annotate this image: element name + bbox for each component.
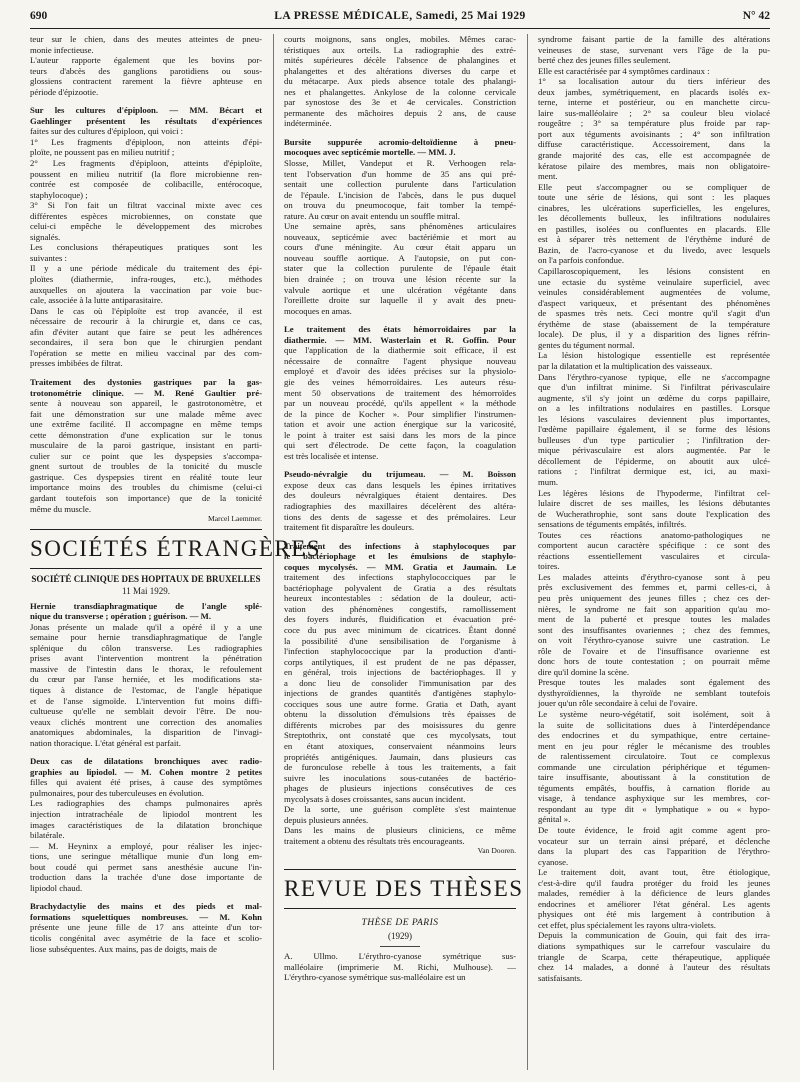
text-line: massive de l'intestin dans le thorax, le refoulement (30, 663, 262, 674)
text-line: gnent surtout de troubles de la tonicité du muscle (30, 461, 262, 472)
text-line: nécessaire de recourir à la chirurgie et, dans ce cas, (30, 316, 262, 327)
text-line: une ectasie du système veinulaire superficiel, avec (538, 276, 770, 287)
text-line: phalangettes et des altérations diverses du carpe et (284, 65, 516, 76)
text-line: cette démonstration d'une explication sur le tonus (30, 429, 262, 440)
article-bursite (284, 137, 516, 316)
text-line: depuis plusieurs années. (284, 814, 369, 825)
text-line: en général, trois injections de bactériophages. Il y (284, 667, 516, 678)
text-line: que d'un infiltrat minime. Si l'infiltrat périvasculaire (538, 382, 770, 393)
text-line: de l'épaule. L'incision de l'abcès, dans le pus duquel (284, 189, 516, 200)
text-line: trotonométrie clinique. — M. René Gaultier pré- (30, 387, 262, 398)
text-line: endocrines et améliorer l'état général. Les agents (538, 898, 770, 909)
text-line: Elle est caractérisée par 4 symptômes cardinaux : (538, 65, 710, 76)
text-line: graphies au lipiodol. — M. Cohen montre 2 petites (30, 766, 262, 777)
text-line: 2° Les fragments d'épiploon, atteints d'épiploïte, (30, 158, 262, 169)
text-line: rôle de l'ovaire et de l'insuffisance ovarienne est (538, 645, 770, 656)
text-line: port aux téguments avoisinants ; 4° son infiltration (538, 128, 770, 139)
text-line: de Wucherathrophie, sont sans doute l'explication des (538, 508, 770, 519)
text-line: 1° Les fragments d'épiploon, non atteints d'épi- (30, 136, 262, 147)
text-line: l'oreillette droite sur laquelle il y avait des pneu- (284, 295, 516, 306)
text-line: de ralentissement circulatoire. Tout ce complexus (538, 751, 770, 762)
text-line: sont des insuffisantes ovariennes ; chez des femmes, (538, 624, 770, 635)
text-line: grande majorité des cas, elle est accompagnée de (538, 150, 770, 161)
text-line: cyanose. (538, 856, 569, 867)
text-line: Les malades atteints d'érythro-cyanose sont à peu (538, 571, 770, 582)
text-line: mum. (538, 476, 559, 487)
text-line: veineuses de stase, survenant vers l'âge de la pu- (538, 44, 770, 55)
text-line: semaine pour hernie transdiaphragmatique de l'angle (30, 632, 262, 643)
text-line: cet effet, plus spécialement les rayons ultra-violets. (538, 919, 716, 930)
text-line: sente à nouveau son appareil, le gastrotonomètre, et (30, 398, 262, 409)
text-line: présente une jeune fille de 17 ans atteinte d'un tor- (30, 922, 262, 933)
text-line: l'œdème papillaire également, il se forme des lésions (538, 424, 770, 435)
text-line: ment. (538, 171, 558, 182)
text-line: chez 14 malades, a donné à l'auteur des résultats (538, 962, 770, 973)
text-line: rougeâtre ; 3° sa température plus froide par rap- (538, 118, 770, 129)
text-line: tions, une seringue métallique munie d'un long em- (30, 851, 262, 862)
text-line: stater que la collection purulente de l'épaule était (284, 263, 516, 274)
text-line: Brachydactylie des mains et des pieds et mal- (30, 901, 262, 912)
text-line: staphylocoque) ; (30, 189, 88, 200)
text-line: peu près uniquement des jeunes filles ; chez ces der- (538, 592, 770, 603)
text-line: secondaires, il sera bon que le chirurgien pendant (30, 337, 262, 348)
text-line: tions des dents de sagesse et des prémolaires. Leur (284, 511, 516, 522)
author-signature: Marcel Laemmer. (208, 514, 262, 524)
article-hernie (30, 601, 262, 749)
text-line: Le traitement des états hémorroïdaires par la (284, 324, 516, 335)
text-line: radiographies des maxillaires décelèrent des altéra- (284, 500, 516, 511)
text-line: respondant au type dit « lymphatique » ou « hypo- (538, 803, 770, 814)
text-line: mycolysats à doses croissantes, sans aucun incident. (284, 793, 466, 804)
text-line: physiques ont été mis largement à contribution à (538, 909, 770, 920)
text-line: dire qu'il domine la scène. (538, 666, 630, 677)
text-line: Sur les cultures d'épiploon. — MM. Bécart et (30, 105, 262, 116)
text-line: filles qui avaient été prises, à cause des symptômes (30, 777, 262, 788)
text-line: Le traitement doit, avant tout, être étiologique, (538, 867, 770, 878)
text-line: est très localisée et intense. (284, 450, 379, 461)
text-line: ment 50 observations de traitement des hémorroïdes (284, 387, 516, 398)
text-line: rations ; l'infiltrat dermique est, ici, au maxi- (538, 466, 770, 477)
text-line: Streptothrix, ont constaté que ces mycolysats, tout (284, 730, 516, 741)
text-line: Capillaroscopiquement, les lésions consistent en (538, 266, 770, 277)
text-line: La lésion histologique essentielle est représentée (538, 350, 770, 361)
section-heading: REVUE DES THÈSES (284, 876, 524, 902)
article-diathermie (284, 324, 516, 461)
text-line: de furonculose rebelle à tous les traitements, a fait (284, 762, 516, 773)
text-line: 3° Si l'on fait un filtrat vaccinal mixte avec ces (30, 200, 262, 211)
text-line: malléolaire (imprimerie M. Richi, Mulhouse). — (284, 961, 516, 972)
text-line: injections de grandes quantités d'antigènes staphylo- (284, 688, 516, 699)
article-gastrotonometrie (30, 377, 262, 514)
text-line: employé et d'avoir des idées précises sur la physiolo- (284, 366, 516, 377)
article-trijumeau (284, 469, 516, 532)
text-line: triangle de Scarpa, cette thérapeutique, appliquée (538, 951, 770, 962)
text-line: érythème de stase (abaissement de la température (538, 318, 770, 329)
text-line: valvule aortique et une ulcération végétante dans (284, 284, 516, 295)
text-line: ticolis congénital avec asymétrie de la face et scolio- (30, 933, 262, 944)
text-line: coce du pus avec minimum de cicatrices. Étant donné (284, 624, 516, 635)
text-line: Depuis la communication de Gouin, qui fait des irra- (538, 930, 770, 941)
text-line: en étant atoxiques, conservaient néanmoins leurs (284, 741, 516, 751)
text-line: par la dilatation et la multiplication des vaisseaux. (538, 360, 713, 371)
text-line: — M. Heyninx a employé, pour réaliser les injec- (30, 840, 262, 851)
text-line: tent l'observation d'un homme de 35 ans qui pré- (284, 168, 516, 179)
text-line: glossiens contractent rarement la fièvre aphteuse en (30, 76, 262, 87)
text-line: deux jambes, symétriquement, en placards isolés ex- (538, 86, 770, 97)
text-line: ploïtes (diathermie, infra-rouges, etc.), méthodes (30, 274, 262, 285)
text-line: Slosse, Millet, Vandeput et R. Verhoogen rela- (284, 158, 516, 169)
text-line: traitement des infections staphylococciques par le (284, 572, 516, 583)
article-erythro-cyanose (538, 34, 770, 983)
text-line: visage, à tendance asphyxique sur les membres, cor- (538, 793, 770, 804)
text-line: sentait une collection purulente dans l'articulation (284, 179, 516, 190)
text-line: prises avant l'intervention montrent la pénétration (30, 653, 262, 664)
text-line: traitement a obtenu des résultats très encourageants. (284, 835, 465, 846)
text-line: indéterminée. (284, 118, 332, 129)
text-line: culier sur ce point que les dyspepsies s'accompa- (30, 450, 262, 461)
article-staphylocoques (284, 541, 516, 847)
text-line: une extrême facilité. Il accompagne en même temps (30, 419, 262, 430)
text-line: Presque toutes les malades sont également des (538, 677, 770, 688)
text-line: différents microbes par des moisissures du genre (284, 719, 516, 730)
text-line: ment en jeu pour régler le mécanisme des troubles (538, 740, 770, 751)
text-line: Jonas présente un malade qu'il a opéré il y a une (30, 621, 262, 632)
text-line: téguments empâtés, bouffis, à carnation floride au (538, 782, 770, 793)
text-line: mique périvasculaire est alors augmentée. Par le (538, 445, 770, 456)
text-line: bulleuses d'un type particulier ; l'infiltration der- (538, 434, 770, 445)
text-line: anatomiques abdominales, la disparition de l'invagi- (30, 727, 262, 738)
text-line: est à séparer très nettement de l'érythème induré de (538, 234, 770, 245)
text-line: obtenu la dissolution d'émulsions très épaisses de (284, 709, 516, 720)
text-line: dysthyroïdiennes, la thyroïde ne semblant toutefois (538, 687, 770, 698)
text-line: Dans l'érythro-cyanose typique, elle ne s'accompagne (538, 371, 770, 382)
text-line: pulmonaires, pour des tuberculeuses en évolution. (30, 787, 204, 798)
section-rule (284, 869, 516, 870)
text-line: lipiodol chaud. (30, 882, 83, 893)
text-line: Les conclusions thérapeutiques pratiques sont les (30, 242, 262, 253)
text-line: cultueuse qu'elle ne semblait devoir l'être. De nou- (30, 706, 262, 717)
text-line: cinabres, les ulcérations superficielles, les engelures, (538, 202, 770, 213)
text-line: Traitement des infections à staphylocoques par (284, 540, 516, 551)
text-line: musculaire de la paroi gastrique, insistant en parti- (30, 440, 262, 451)
text-line: afin d'éviter autant que faire se peut les adhérences (30, 326, 262, 337)
column-divider (527, 34, 528, 1070)
text-line: expose deux cas dans lesquels les épines irritatives (284, 479, 516, 490)
text-line: gie des veines hémorroïdaires. Les auteurs résu- (284, 376, 516, 387)
text-line: signalés. (30, 231, 61, 242)
text-line: toute une série de lésions, qui sont : les plaques (538, 192, 770, 203)
text-line: de la pince de Kocher ». Pour simplifier l'instrumen- (284, 408, 516, 419)
text-line: du métacarpe. Aux pieds absence totale des phalangi- (284, 76, 516, 87)
text-line: réactions essentiellement vasculaires et circula- (538, 550, 770, 561)
text-line: ploïte, ne poussent pas en milieu nutritif ; (30, 147, 175, 158)
text-line: L'auteur rapporte également que les bovins por- (30, 55, 262, 66)
text-line: celui-ci empêche le développement des microbes (30, 221, 262, 232)
text-line: lulaire discret de ses mailles, les lésions débutantes (538, 498, 770, 509)
text-line: sensations de téguments empâtés, infiltrés. (538, 519, 687, 530)
text-line: par synostose des 3e et 4e cervicales. Constriction (284, 97, 516, 108)
column-2 (284, 34, 524, 983)
header-rule (30, 28, 770, 29)
text-line: et de l'anse sigmoïde. L'intervention fut moins diffi- (30, 695, 262, 706)
text-line: donc hors de toute contestation ; on pourrait même (538, 656, 770, 667)
text-line: nécessaire de connaître l'agent physique nouveau (284, 355, 516, 366)
paragraph-block (30, 34, 262, 97)
text-line: liose subséquentes. Aux mains, pas de doigts, mais de (30, 943, 218, 954)
section-heading: SOCIÉTÉS ÉTRANGÈRES (30, 535, 322, 561)
text-line: bout coudé qui permet sans anesthésie aucune l'in- (30, 861, 262, 872)
text-line: gentes du tégument normal. (538, 339, 635, 350)
these-heading: THÈSE DE PARIS (361, 918, 439, 929)
text-line: cale, associée à la lutte antiparasitaire. (30, 295, 163, 306)
text-line: faites sur des cultures d'épiploon, qui voici : (30, 126, 184, 137)
text-line: Pseudo-névralgie du trijumeau. — M. Boisson (284, 469, 516, 480)
text-line: bilatérale. (30, 830, 65, 841)
text-line: on voit l'érythro-cyanose suivre une castration. Le (538, 635, 770, 646)
text-line: importance moins des troubles du chimisme (celui-ci (30, 482, 262, 493)
text-line: le point à traiter est saisi dans les mors de la pince (284, 429, 516, 440)
text-line: coques mycolysés. — MM. Gratia et Jaumain. Le (284, 561, 516, 572)
text-line: locale). De plus, il y a disparition des lignes réfrin- (538, 329, 770, 340)
text-line: période d'épizootie. (30, 86, 99, 97)
text-line: nières, le syndrome ne fait son apparition qu'au mo- (538, 603, 770, 614)
text-line: on trouva du pneumocoque, fait tomber la tempé- (284, 200, 516, 211)
column-3 (538, 34, 770, 983)
issue-number: N° 42 (742, 10, 770, 22)
text-line: Le système neuro-végétatif, soit isolément, soit à (538, 709, 770, 719)
text-line: teurs d'abcès des ganglions parotidiens ou sous- (30, 65, 262, 76)
text-line: L'érythro-cyanose symétrique sus-malléolaire est un (284, 972, 466, 983)
text-line: l'infection staphylococcique par la production d'anti- (284, 646, 516, 657)
text-line: dans la plupart des cas l'apparition de l'érythro- (538, 846, 770, 857)
text-line: terne, interne et postérieur, ou en manchette circu- (538, 97, 770, 108)
section-rule (30, 529, 262, 530)
text-line: troduction dans la trachée d'une dose importante de (30, 872, 262, 883)
text-line: même du muscle. (30, 503, 92, 514)
text-line: le bactériophage et les émulsions de staphylo- (284, 551, 516, 562)
text-line: Dans le cas où l'épiploïte est trop avancée, il est (30, 305, 262, 316)
short-rule (380, 946, 420, 947)
text-line: Gaehlinger présentent les résultats d'expériences (30, 115, 262, 126)
text-line: diffuse caractéristique. Accessoirement, dans la (538, 139, 770, 150)
text-line: laire sus-malléolaire ; 2° sa couleur bleu violacé (538, 107, 770, 118)
page-number: 690 (30, 10, 48, 22)
text-line: teur sur le chien, dans des meutes atteintes de pneu- (30, 34, 262, 44)
text-line: images caractéristiques de la dilatation bronchique (30, 819, 262, 830)
text-line: nouveaux, septicémie avec bactériémie et mort au (284, 231, 516, 242)
text-line: bien drainée ; on trouva une lésion récente sur la (284, 274, 516, 285)
text-line: Une semaine après, sans phénomènes articulaires (284, 221, 516, 232)
text-line: commande une circulation périphérique et tégumen- (538, 761, 770, 772)
text-line: toires. (538, 561, 560, 572)
text-line: nation thoracique. L'état général est parfait. (30, 737, 181, 748)
text-line: rature. Au cœur on avait entendu un souffle mitral. (284, 210, 460, 221)
text-line: différentes espèces microbiennes, on constate que (30, 210, 262, 221)
text-line: a donc lieu de consolider l'immunisation par des (284, 677, 516, 688)
article-ullmo (284, 951, 516, 983)
text-line: la suite de sollicitations dues à l'interdépendance (538, 719, 770, 730)
journal-title: LA PRESSE MÉDICALE, Samedi, 25 Mai 1929 (274, 10, 526, 22)
text-line: près exclusivement des femmes et, parmi celles-ci, à (538, 582, 770, 593)
text-line: A. Ullmo. L'érythro-cyanose symétrique sus- (284, 951, 516, 962)
text-line: presses imbibées de filtrat. (30, 358, 123, 369)
text-line: Il y a une période médicale du traitement des épi- (30, 263, 262, 274)
text-line: veinules considérablement augmentées de volume, (538, 287, 770, 298)
text-line: contrée est composée de colibacille, entérocoque, (30, 179, 262, 190)
text-line: poussent en milieu nutritif (la flore microbienne ren- (30, 168, 262, 179)
text-line: tation et avoir une action énergique sur la varicosité, (284, 419, 516, 430)
text-line: Bursite suppurée acromio-deltoïdienne à pneu- (284, 136, 516, 147)
text-line: satisfaisants. (538, 972, 583, 983)
text-line: auxquelles on ajoutera la vaccination par voie buc- (30, 284, 262, 295)
session-date: 11 Mai 1929. (122, 585, 170, 596)
text-line: augmente, s'il s'y joint un œdème du corps papillaire, (538, 392, 770, 403)
text-line: monie infectieuse. (30, 44, 94, 55)
text-line: Toutes ces réactions anatomo-pathologiques ne (538, 529, 770, 540)
text-line: la possibilité d'une sensibilisation de l'organisme à (284, 635, 516, 646)
text-line: vocateur sur un terrain ainsi préparé, et déclenche (538, 835, 770, 846)
text-line: les lésions vasculaires deviennent plus importantes, (538, 413, 770, 424)
text-line: jouer qu'un rôle secondaire à celui de l'ovaire. (538, 698, 698, 709)
text-line: Dans les mains de plusieurs cliniciens, ce même (284, 825, 516, 836)
text-line: Hernie transdiaphragmatique de l'angle splé- (30, 600, 262, 611)
text-line: par un nouveau procédé, qu'ils appellent « la méthode (284, 398, 516, 409)
text-line: l'opération se mette en milieu vaccinal par des com- (30, 347, 262, 358)
text-line: fait une démonstration sur une malade même avec (30, 408, 262, 419)
text-line: kératose pilaire des membres, mais non obligatoire- (538, 160, 770, 171)
text-line: nique du transverse ; opération ; guérison. — M. (30, 611, 211, 622)
text-line: téristiques aux orteils. La radiographie des extré- (284, 44, 516, 55)
these-year: (1929) (388, 931, 412, 942)
text-line: les décollements bulleux, les infiltrations nodulaires (538, 213, 770, 224)
society-name: SOCIÉTÉ CLINIQUE DES HOPITAUX DE BRUXELLES (31, 573, 261, 584)
text-line: bactériophage polyvalent de Gratia a des résultats (284, 582, 516, 593)
text-line: taire insuffisante, aboutissant à la constitution de (538, 772, 770, 783)
text-line: que l'application de la diathermie soit efficace, il est (284, 345, 516, 356)
article-epiploon (30, 105, 262, 369)
section-rule (30, 568, 262, 569)
text-line: en pastilles, isolées ou confluentes en placards. Elle (538, 223, 770, 234)
text-line: phages de plusieurs injections consécutives de ces (284, 783, 516, 794)
text-line: comportent aucun caractère spécifique : ce sont des (538, 540, 770, 551)
text-line: De toute évidence, le froid agit comme agent pro- (538, 825, 770, 836)
text-line: Deux cas de dilatations bronchiques avec radio- (30, 756, 262, 767)
text-line: permanente des mâchoires depuis 2 ans, de cause (284, 107, 516, 118)
text-line: berté chez des jeunes filles seulement. (538, 55, 671, 66)
text-line: des endocrines et du sympathique, entre certaine- (538, 730, 770, 741)
text-line: mocoques en amas. (284, 305, 352, 316)
running-header (30, 10, 770, 26)
text-line: Elle peut s'accompagner ou se compliquer de (538, 181, 770, 192)
text-line: du cœur par l'anse herniée, et les modifications sta- (30, 674, 262, 685)
article-dilatations (30, 756, 262, 893)
text-line: injection intratrachéale de lipiodol montrent les (30, 809, 262, 819)
text-line: vation des phénomènes congestifs, ramollissement (284, 603, 516, 614)
text-line: syndrome faisant partie de la famille des altérations (538, 34, 770, 44)
text-line: suivre les inoculations sous-cutanées de bactério- (284, 772, 516, 783)
text-line: formations squelettiques nombreuses. — M. Kohn (30, 911, 262, 922)
text-line: ment de la puberté et presque toutes les malades (538, 614, 770, 625)
text-line: malades, remédier à la déficience de leurs glandes (538, 888, 770, 899)
text-line: diathermie. — MM. Wasterlain et R. Goffin. Pour (284, 334, 516, 345)
text-line: Traitement des dystonies gastriques par la gas- (30, 376, 262, 387)
text-line: diations sympathiques sur le carrefour vasculaire du (538, 941, 770, 952)
text-line: qui sert d'électrode. De cette façon, la coagulation (284, 440, 516, 451)
text-line: splénique du côlon transverse. Les radiographies (30, 642, 262, 653)
text-line: décollement de l'épiderme, on aboutit aux ulcé- (538, 455, 770, 466)
text-line: mocoques avec septicémie mortelle. — MM. J. (284, 147, 456, 158)
text-line: on l'a parfois confondue. (538, 255, 625, 266)
text-line: Les radiographies des champs pulmonaires après (30, 798, 262, 809)
article-brachydactylie (30, 901, 262, 954)
author-signature: Van Dooren. (477, 846, 516, 856)
text-line: nouveau souffle aortique. A l'autopsie, on put con- (284, 252, 516, 263)
text-line: De la sorte, une guérison complète s'est maintenue (284, 804, 516, 815)
text-line: génital ». (538, 814, 571, 825)
text-line: 1° sa localisation autour du tiers inférieur des (538, 76, 770, 87)
text-line: veaux clichés montrent une correction des anomalies (30, 716, 262, 727)
text-line: Bazin, de l'acro-cyanose et du livedo, avec lesquels (538, 244, 770, 255)
text-line: on a les infiltrations nodulaires en pastilles. Lorsque (538, 403, 770, 414)
text-line: cocciques sous une autre forme. Gratia et Dath, ayant (284, 698, 516, 709)
text-line: gardant toutefois son importance) que de la tonicité (30, 492, 262, 503)
text-line: corps antilytiques, il est prudent de ne pas dépasser, (284, 656, 516, 667)
text-line: des douleurs névralgiques étaient dentaires. Des (284, 490, 516, 501)
text-line: heureux incontestables : sédation de la douleur, acti- (284, 593, 516, 604)
text-line: d'aspect variqueux, et présentant des phénomènes (538, 297, 770, 308)
text-line: mités supérieures décèle l'absence de phalangines et (284, 55, 516, 66)
text-line: gastrique. Ces dyspepsies tirent en réalité toute leur (30, 471, 262, 482)
text-line: nes et phalangettes. Ankylose de la colonne cervicale (284, 86, 516, 97)
text-line: courts moignons, sans ongles, mobiles. Mêmes carac- (284, 34, 516, 44)
paragraph-block (284, 34, 516, 129)
text-line: cours d'une méningite. Au cœur était apparu un (284, 242, 516, 253)
text-line: Les légères lésions de l'hypoderme, l'infiltrat cel- (538, 487, 770, 498)
text-line: de spasmes très nets. Ceci montre qu'il s'agit d'un (538, 308, 770, 319)
text-line: des foyers indurés, fluidification et évacuation pré- (284, 614, 516, 625)
text-line: propriétés antigéniques. Jaumain, dans plusieurs cas (284, 751, 516, 762)
text-line: suivantes : (30, 252, 67, 263)
text-line: tiques à distance de l'estomac, de l'angle hépatique (30, 684, 262, 695)
text-line: traitement fit disparaître les douleurs. (284, 522, 415, 533)
text-line: c'est-à-dire qu'il faudra protéger du froid les jeunes (538, 877, 770, 888)
section-rule (284, 908, 516, 909)
